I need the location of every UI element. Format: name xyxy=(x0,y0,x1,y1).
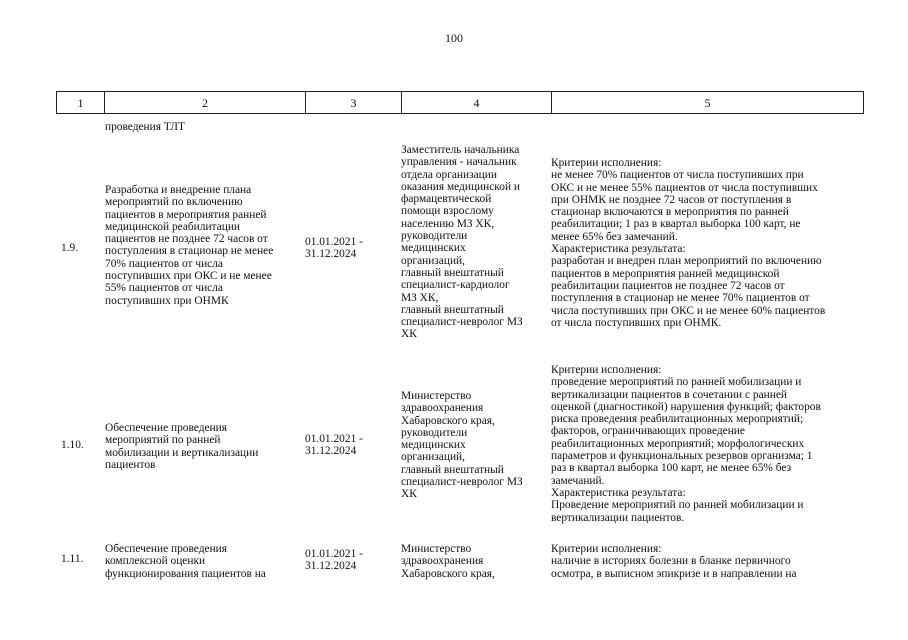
continuation-text: проведения ТЛТ xyxy=(105,121,185,133)
row-task: Обеспечение проведения комплексной оценки функционирования пациентов на xyxy=(105,543,266,580)
row-result: Критерии исполнения: не менее 70% пациентов от числа поступивших при ОКС и не менее 55% пациентов от числа поступивших при ОНМК не позднее 72 часов от поступления в стационар включаются в мероприятия по ранней реабилитации; 1 раз в квартал выборка 100 карт, не менее 65% без замечаний. Характеристика результата: разработан и внедрен план мероприятий по включению пациентов в мероприятия ранней медицинской реабилитации пациентов не позднее 72 часов от поступления в стационар не менее 70% пациентов от числа поступивших при ОКС и не менее 60% пациентов от числа поступивших при ОНМК. xyxy=(551,157,826,329)
row-period: 01.01.2021 - 31.12.2024 xyxy=(305,433,363,458)
header-cell-3: 3 xyxy=(306,92,402,113)
row-task: Разработка и внедрение плана мероприятий по включению пациентов в мероприятия ранней медицинской реабилитации пациентов не позднее 72 часов от поступления в стационар не менее 70% пациентов от числа поступивших при ОКС и не менее 55% пациентов от числа поступивших при ОНМК xyxy=(105,184,274,307)
row-number: 1.10. xyxy=(61,439,84,451)
table-header-row xyxy=(56,91,864,114)
row-responsible: Министерство здравоохранения Хабаровского края, руководители медицинских организаций, главный внештатный специалист-невролог МЗ ХК xyxy=(401,390,523,501)
row-number: 1.9. xyxy=(61,242,79,254)
row-period: 01.01.2021 - 31.12.2024 xyxy=(305,548,363,573)
row-task: Обеспечение проведения мероприятий по ранней мобилизации и вертикализации пациентов xyxy=(105,422,259,471)
row-result: Критерии исполнения: проведение мероприятий по ранней мобилизации и вертикализации пациентов в сочетании с ранней оценкой (диагностикой) нарушения функций; факторов риска проведения реабилитационных мероприятий; факторов, ограничивающих проведение реабилитационных мероприятий; морфологических параметров и функциональных резервов организма; 1 раз в квартал выборка 100 карт, не менее 65% без замечаний. Характеристика результата: Проведение мероприятий по ранней мобилизации и вертикализации пациентов. xyxy=(551,364,821,524)
header-cell-2: 2 xyxy=(105,92,306,113)
header-cell-4: 4 xyxy=(402,92,552,113)
header-cell-5: 5 xyxy=(704,96,711,110)
row-responsible: Министерство здравоохранения Хабаровского края, xyxy=(401,543,495,580)
page-number: 100 xyxy=(445,31,463,45)
row-responsible: Заместитель начальника управления - начальник отдела организации оказания медицинской и фармацевтической помощи взрослому населению МЗ ХК, руководители медицинских организаций, главный внештатный специалист-кардиолог МЗ ХК, главный внештатный специалист-невролог МЗ ХК xyxy=(401,144,523,341)
row-result: Критерии исполнения: наличие в историях болезни в бланке первичного осмотра, в выписном эпикризе и в направлении на xyxy=(551,543,797,580)
row-period: 01.01.2021 - 31.12.2024 xyxy=(305,236,363,261)
header-cell-1: 1 xyxy=(57,92,105,113)
row-number: 1.11. xyxy=(61,553,84,565)
